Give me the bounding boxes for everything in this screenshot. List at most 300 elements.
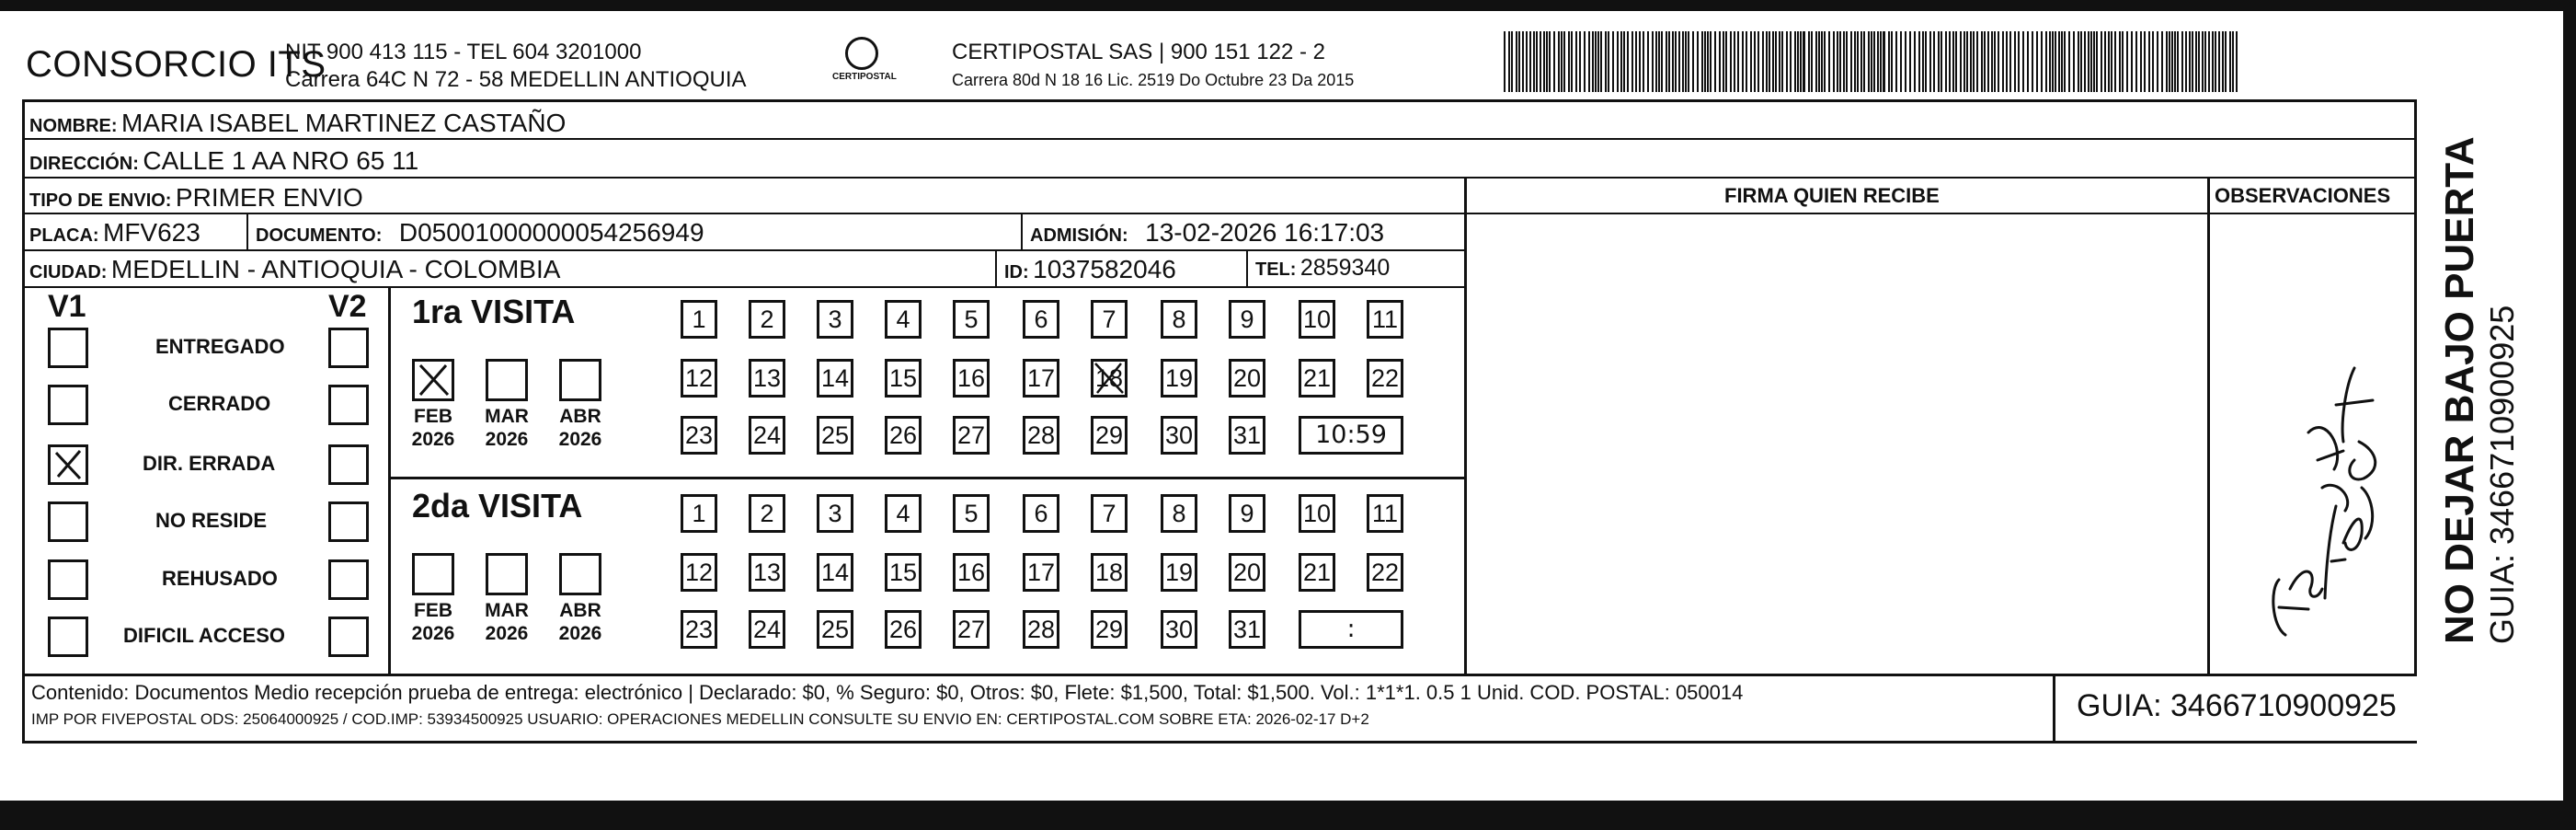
- frame-top: [22, 99, 2417, 102]
- barcode-bar: [1843, 31, 1845, 92]
- status-divider: [388, 286, 391, 674]
- barcode-bar: [1775, 31, 1777, 92]
- barcode-bar: [1516, 31, 1517, 92]
- month-name: MAR: [485, 406, 529, 427]
- day-9[interactable]: [1229, 300, 1265, 339]
- month-year: 2026: [485, 429, 529, 450]
- footer-divider: [22, 674, 2417, 676]
- barcode-bar: [1987, 31, 1989, 92]
- day-11[interactable]: [1367, 494, 1403, 533]
- barcode-bar: [1666, 31, 1667, 92]
- day-14[interactable]: [817, 359, 853, 398]
- day-27[interactable]: [953, 416, 990, 455]
- cell-divider: [1246, 249, 1248, 286]
- barcode-bar: [1873, 31, 1875, 92]
- barcode-bar: [2126, 31, 2128, 92]
- v1-checkbox[interactable]: [48, 617, 88, 657]
- barcode-bar: [1692, 31, 1694, 92]
- day-23[interactable]: [681, 610, 717, 649]
- day-number: 30: [1164, 421, 1194, 449]
- day-number: 11: [1371, 305, 1399, 333]
- day-13[interactable]: [749, 553, 785, 592]
- barcode-bar: [1623, 31, 1625, 92]
- barcode-bar: [1905, 31, 1906, 92]
- month-label: [479, 405, 534, 451]
- barcode: [1504, 31, 2239, 92]
- day-18[interactable]: [1091, 359, 1128, 398]
- status-option-label: DIR. ERRADA: [143, 452, 276, 475]
- month-checkbox[interactable]: [412, 553, 454, 595]
- impresion-line: IMP POR FIVEPOSTAL ODS: 25064000925 / COD.IMP: 53934500925 USUARIO: OPERACIONES MEDELLIN CONSULTE SU ENVIO EN: CERTIPOSTAL.COM SOBRE ETA: 2026-02-17 D+2: [31, 710, 1369, 728]
- barcode-bar: [1540, 31, 1541, 92]
- month-checkbox[interactable]: [412, 359, 454, 401]
- check-x-icon: [51, 447, 86, 482]
- firma-column-border: [1464, 177, 1467, 675]
- certipostal-info: [952, 39, 1354, 94]
- v2-checkbox[interactable]: [328, 559, 369, 600]
- frame-right: [2414, 99, 2417, 676]
- day-number: 13: [752, 559, 782, 586]
- barcode-bar: [2096, 31, 2098, 92]
- day-number: 4: [896, 500, 910, 527]
- day-22[interactable]: [1367, 359, 1403, 398]
- barcode-bar: [1707, 31, 1709, 92]
- barcode-bar: [1949, 31, 1951, 92]
- day-29[interactable]: [1091, 610, 1128, 649]
- barcode-bar: [1661, 31, 1663, 92]
- barcode-bar: [1682, 31, 1684, 92]
- barcode-bar: [1655, 31, 1657, 92]
- ciudad-label: CIUDAD:: [29, 262, 108, 282]
- barcode-bar: [1563, 31, 1565, 92]
- day-7[interactable]: [1091, 494, 1128, 533]
- barcode-bar: [1750, 31, 1752, 92]
- month-checkbox[interactable]: [559, 553, 601, 595]
- barcode-bar: [2171, 31, 2173, 92]
- barcode-bar: [1617, 31, 1619, 92]
- day-24[interactable]: [749, 610, 785, 649]
- tel-row: [1255, 255, 1390, 282]
- status-option-label: DIFICIL ACCESO: [123, 624, 286, 647]
- barcode-bar: [1543, 31, 1545, 92]
- barcode-bar: [1529, 31, 1531, 92]
- barcode-bar: [2157, 31, 2158, 92]
- day-28[interactable]: [1023, 416, 1059, 455]
- id-row: [1004, 255, 1176, 284]
- v2-checkbox[interactable]: [328, 328, 369, 368]
- day-number: 23: [684, 616, 714, 643]
- barcode-bar: [1710, 31, 1712, 92]
- day-number: 20: [1232, 559, 1262, 586]
- nombre-row: [29, 109, 566, 138]
- barcode-bar: [1668, 31, 1670, 92]
- barcode-bar: [1833, 31, 1835, 92]
- month-label: [553, 599, 608, 645]
- admision-value: 13-02-2026 16:17:03: [1145, 218, 1385, 247]
- day-number: 12: [684, 364, 714, 392]
- day-6[interactable]: [1023, 300, 1059, 339]
- day-11[interactable]: [1367, 300, 1403, 339]
- day-9[interactable]: [1229, 494, 1265, 533]
- barcode-bar: [1863, 31, 1865, 92]
- barcode-bar: [1631, 31, 1633, 92]
- barcode-bar: [1522, 31, 1524, 92]
- barcode-bar: [1592, 31, 1594, 92]
- row-line: [22, 286, 1464, 288]
- address-line: Carrera 64C N 72 - 58 MEDELLIN ANTIOQUIA: [285, 67, 747, 92]
- day-2[interactable]: [749, 300, 785, 339]
- documento-label: DOCUMENTO:: [256, 225, 383, 246]
- day-16[interactable]: [953, 359, 990, 398]
- day-21[interactable]: [1299, 359, 1335, 398]
- barcode-bar: [1973, 31, 1975, 92]
- barcode-bar: [1647, 31, 1649, 92]
- barcode-bar: [1714, 31, 1716, 92]
- day-30[interactable]: [1161, 416, 1197, 455]
- barcode-bar: [1561, 31, 1563, 92]
- certipostal-license: Carrera 80d N 18 16 Lic. 2519 Do Octubre 23 Da 2015: [952, 71, 1355, 89]
- day-7[interactable]: [1091, 300, 1128, 339]
- day-1[interactable]: [681, 300, 717, 339]
- barcode-bar: [2208, 31, 2210, 92]
- day-number: 5: [964, 500, 979, 527]
- day-number: 31: [1232, 616, 1262, 643]
- barcode-bar: [2052, 31, 2054, 92]
- barcode-bar: [1769, 31, 1770, 92]
- day-number: 20: [1232, 364, 1262, 392]
- day-21[interactable]: [1299, 553, 1335, 592]
- barcode-bar: [1794, 31, 1796, 92]
- v2-checkbox[interactable]: [328, 385, 369, 425]
- day-number: 9: [1240, 305, 1254, 333]
- day-1[interactable]: [681, 494, 717, 533]
- month-checkbox[interactable]: [559, 359, 601, 401]
- day-20[interactable]: [1229, 359, 1265, 398]
- barcode-bar: [1854, 31, 1856, 92]
- day-number: 19: [1164, 364, 1194, 392]
- month-name: FEB: [414, 600, 452, 621]
- barcode-bar: [2036, 31, 2038, 92]
- barcode-bar: [1575, 31, 1577, 92]
- barcode-bar: [1976, 31, 1978, 92]
- month-year: 2026: [411, 623, 455, 644]
- barcode-bar: [1685, 31, 1687, 92]
- barcode-bar: [1960, 31, 1962, 92]
- barcode-bar: [2090, 31, 2092, 92]
- nit-line: NIT 900 413 115 - TEL 604 3201000: [285, 40, 642, 64]
- barcode-bar: [1584, 31, 1586, 92]
- barcode-bar: [2022, 31, 2024, 92]
- visit-time-field[interactable]: 10:59: [1299, 416, 1403, 455]
- day-number: 25: [820, 616, 850, 643]
- contenido-line: Contenido: Documentos Medio recepción prueba de entrega: electrónico | Declarado: $0, % Seguro: $0, Otros: $0, Flete: $1,500, Total: $1,500. Vol.: 1*1*1. 0.5 1 Unid. COD. POSTAL: 050014: [31, 681, 1744, 704]
- barcode-bar: [1678, 31, 1680, 92]
- barcode-bar: [1815, 31, 1817, 92]
- admision-row: [1030, 218, 1384, 248]
- month-name: ABR: [559, 406, 601, 427]
- barcode-bar: [1803, 31, 1805, 92]
- day-23[interactable]: [681, 416, 717, 455]
- day-number: 19: [1164, 559, 1194, 586]
- day-10[interactable]: [1299, 494, 1335, 533]
- day-28[interactable]: [1023, 610, 1059, 649]
- guia-number: GUIA: 3466710900925: [2077, 688, 2397, 723]
- day-number: 15: [888, 559, 918, 586]
- day-2[interactable]: [749, 494, 785, 533]
- barcode-bar: [1605, 31, 1607, 92]
- barcode-bar: [2093, 31, 2095, 92]
- barcode-bar: [2161, 31, 2163, 92]
- placa-value: MFV623: [103, 218, 200, 247]
- status-option-label: REHUSADO: [162, 567, 278, 590]
- month-checkbox[interactable]: [486, 553, 528, 595]
- barcode-bar: [1850, 31, 1852, 92]
- barcode-bar: [1688, 31, 1689, 92]
- barcode-bar: [1553, 31, 1555, 92]
- barcode-bar: [1620, 31, 1622, 92]
- barcode-bar: [1643, 31, 1644, 92]
- day-14[interactable]: [817, 553, 853, 592]
- v1-checkbox[interactable]: [48, 559, 88, 600]
- day-19[interactable]: [1161, 553, 1197, 592]
- day-12[interactable]: [681, 359, 717, 398]
- day-3[interactable]: [817, 494, 853, 533]
- documento-value: D05001000000054256949: [398, 218, 704, 247]
- day-number: 7: [1102, 500, 1116, 527]
- barcode-bar: [2135, 31, 2137, 92]
- day-number: 17: [1026, 364, 1056, 392]
- barcode-bar: [1549, 31, 1551, 92]
- barcode-bar: [2169, 31, 2170, 92]
- day-number: 13: [752, 364, 782, 392]
- v2-header: V2: [328, 289, 367, 324]
- day-8[interactable]: [1161, 300, 1197, 339]
- row-line: [22, 138, 2417, 140]
- barcode-bar: [2068, 31, 2070, 92]
- month-name: FEB: [414, 406, 452, 427]
- scan-border-bottom: [0, 801, 2576, 830]
- barcode-bar: [1742, 31, 1744, 92]
- barcode-bar: [2055, 31, 2056, 92]
- barcode-bar: [2177, 31, 2179, 92]
- day-25[interactable]: [817, 416, 853, 455]
- month-name: ABR: [559, 600, 601, 621]
- barcode-bar: [2058, 31, 2060, 92]
- day-4[interactable]: [885, 494, 922, 533]
- v2-checkbox[interactable]: [328, 444, 369, 485]
- day-25[interactable]: [817, 610, 853, 649]
- barcode-bar: [1597, 31, 1599, 92]
- barcode-bar: [1588, 31, 1590, 92]
- barcode-bar: [1635, 31, 1637, 92]
- barcode-bar: [1546, 31, 1548, 92]
- day-number: 2: [760, 305, 774, 333]
- scan-border-top: [0, 0, 2576, 11]
- visit-time-field[interactable]: :: [1299, 610, 1403, 649]
- day-number: 3: [828, 500, 842, 527]
- day-18[interactable]: [1091, 553, 1128, 592]
- barcode-bar: [1837, 31, 1838, 92]
- day-19[interactable]: [1161, 359, 1197, 398]
- day-13[interactable]: [749, 359, 785, 398]
- barcode-bar: [2073, 31, 2075, 92]
- side-label: [2437, 136, 2522, 644]
- day-29[interactable]: [1091, 416, 1128, 455]
- day-number: 29: [1094, 421, 1124, 449]
- cell-divider: [246, 213, 248, 249]
- barcode-bar: [1808, 31, 1810, 92]
- v1-checkbox[interactable]: [48, 501, 88, 542]
- id-value: 1037582046: [1033, 255, 1176, 283]
- day-number: 15: [888, 364, 918, 392]
- barcode-bar: [1533, 31, 1535, 92]
- day-number: 6: [1034, 500, 1048, 527]
- v2-checkbox[interactable]: [328, 617, 369, 657]
- visit-title: 1ra VISITA: [412, 293, 576, 330]
- barcode-bar: [1871, 31, 1872, 92]
- barcode-bar: [2064, 31, 2066, 92]
- month-label: [406, 405, 461, 451]
- barcode-bar: [1945, 31, 1947, 92]
- tel-value: 2859340: [1299, 255, 1391, 281]
- barcode-bar: [1925, 31, 1927, 92]
- barcode-bar: [2027, 31, 2029, 92]
- day-26[interactable]: [885, 416, 922, 455]
- day-number: 16: [956, 364, 986, 392]
- barcode-bar: [1639, 31, 1641, 92]
- barcode-bar: [2181, 31, 2183, 92]
- month-label: [406, 599, 461, 645]
- certipostal-nit: CERTIPOSTAL SAS | 900 151 122 - 2: [952, 40, 1325, 64]
- day-number: 27: [956, 616, 986, 643]
- barcode-bar: [1891, 31, 1893, 92]
- barcode-bar: [1766, 31, 1768, 92]
- barcode-bar: [1922, 31, 1924, 92]
- barcode-bar: [1818, 31, 1820, 92]
- day-15[interactable]: [885, 553, 922, 592]
- month-checkbox[interactable]: [486, 359, 528, 401]
- barcode-bar: [1790, 31, 1792, 92]
- barcode-bar: [1508, 31, 1510, 92]
- day-number: 24: [752, 616, 782, 643]
- tipo-row: [29, 183, 363, 213]
- visit-title: 2da VISITA: [412, 487, 583, 525]
- barcode-bar: [1518, 31, 1520, 92]
- day-number: 7: [1102, 305, 1116, 333]
- day-number: 10: [1302, 305, 1332, 333]
- day-15[interactable]: [885, 359, 922, 398]
- status-option-label: CERRADO: [168, 392, 271, 415]
- day-27[interactable]: [953, 610, 990, 649]
- row-line: [22, 213, 2417, 214]
- frame-left: [22, 99, 25, 744]
- day-17[interactable]: [1023, 359, 1059, 398]
- direccion-value: CALLE 1 AA NRO 65 11: [143, 146, 419, 175]
- day-number: 5: [964, 305, 979, 333]
- day-17[interactable]: [1023, 553, 1059, 592]
- barcode-bar: [1860, 31, 1862, 92]
- barcode-bar: [2078, 31, 2079, 92]
- barcode-bar: [1526, 31, 1528, 92]
- day-12[interactable]: [681, 553, 717, 592]
- barcode-bar: [2202, 31, 2204, 92]
- barcode-bar: [2152, 31, 2154, 92]
- barcode-bar: [2041, 31, 2043, 92]
- day-number: 1: [692, 305, 706, 333]
- barcode-bar: [2111, 31, 2112, 92]
- month-label: [553, 405, 608, 451]
- day-16[interactable]: [953, 553, 990, 592]
- v1-header: V1: [48, 289, 86, 324]
- handwritten-observation: [2253, 313, 2391, 663]
- barcode-bar: [2114, 31, 2116, 92]
- day-number: 8: [1172, 500, 1186, 527]
- month-year: 2026: [485, 623, 529, 644]
- barcode-bar: [1828, 31, 1830, 92]
- ciudad-value: MEDELLIN - ANTIOQUIA - COLOMBIA: [110, 255, 561, 283]
- barcode-bar: [1504, 31, 1506, 92]
- barcode-bar: [2144, 31, 2146, 92]
- brand-name: CONSORCIO ITS: [26, 44, 326, 85]
- day-5[interactable]: [953, 300, 990, 339]
- obs-column-border: [2207, 177, 2210, 675]
- day-number: 30: [1164, 616, 1194, 643]
- barcode-bar: [2006, 31, 2008, 92]
- barcode-bar: [2131, 31, 2133, 92]
- day-6[interactable]: [1023, 494, 1059, 533]
- day-31[interactable]: [1229, 416, 1265, 455]
- barcode-bar: [1723, 31, 1724, 92]
- barcode-bar: [1579, 31, 1581, 92]
- day-24[interactable]: [749, 416, 785, 455]
- day-5[interactable]: [953, 494, 990, 533]
- admision-label: ADMISIÓN:: [1030, 225, 1128, 246]
- day-8[interactable]: [1161, 494, 1197, 533]
- day-20[interactable]: [1229, 553, 1265, 592]
- day-number: 27: [956, 421, 986, 449]
- day-26[interactable]: [885, 610, 922, 649]
- v1-checkbox[interactable]: [48, 444, 88, 485]
- v1-checkbox[interactable]: [48, 385, 88, 425]
- barcode-bar: [1994, 31, 1996, 92]
- barcode-bar: [2189, 31, 2191, 92]
- barcode-bar: [1883, 31, 1885, 92]
- day-4[interactable]: [885, 300, 922, 339]
- barcode-bar: [1511, 31, 1513, 92]
- barcode-bar: [1846, 31, 1848, 92]
- barcode-bar: [1991, 31, 1993, 92]
- barcode-bar: [2088, 31, 2089, 92]
- barcode-bar: [1981, 31, 1983, 92]
- barcode-bar: [1868, 31, 1870, 92]
- barcode-bar: [1730, 31, 1732, 92]
- day-number: 31: [1232, 421, 1262, 449]
- barcode-bar: [1821, 31, 1823, 92]
- day-3[interactable]: [817, 300, 853, 339]
- day-30[interactable]: [1161, 610, 1197, 649]
- v2-checkbox[interactable]: [328, 501, 369, 542]
- v1-checkbox[interactable]: [48, 328, 88, 368]
- barcode-bar: [1719, 31, 1721, 92]
- day-31[interactable]: [1229, 610, 1265, 649]
- nombre-label: NOMBRE:: [29, 116, 118, 136]
- barcode-bar: [1701, 31, 1703, 92]
- day-number: 12: [684, 559, 714, 586]
- day-10[interactable]: [1299, 300, 1335, 339]
- barcode-bar: [1839, 31, 1841, 92]
- day-22[interactable]: [1367, 553, 1403, 592]
- barcode-bar: [1797, 31, 1799, 92]
